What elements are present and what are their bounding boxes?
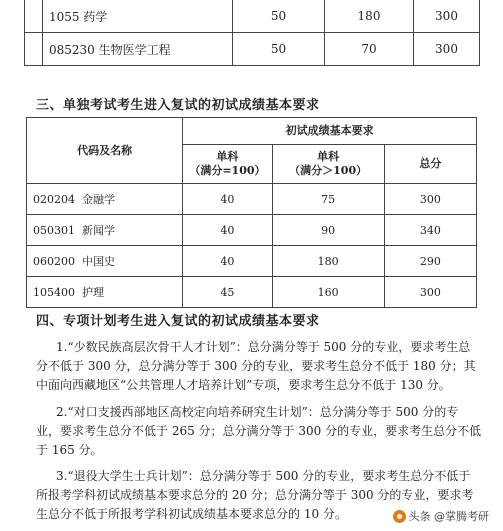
table-cell-single-2: 180 — [272, 246, 384, 277]
table-cell-single-1: 50 — [233, 0, 325, 33]
table-cell-name: 105400 护理 — [27, 277, 183, 308]
header-single-over-100: 单科 （满分＞100） — [272, 145, 384, 184]
toutiao-logo-icon — [393, 510, 406, 523]
table-cell-name: 1055 药学 — [43, 0, 233, 33]
paragraph-text: 3.“退役大学生士兵计划”：总分满分等于 500 分的专业，要求考生总分不低于所报考学科初试成绩基本要求总分的 20 分；总分满分等于 300 分的专业，要求考生总分不低于所报考学科初试成绩基本要求总分的 10 分。 — [36, 469, 474, 521]
table-row — [27, 215, 477, 246]
table-cell-single-2: 180 — [325, 0, 414, 33]
table-cell-single-2: 75 — [272, 184, 384, 215]
paragraph — [36, 403, 482, 460]
table-cell-total: 300 — [384, 184, 476, 215]
table-cell-single-2: 90 — [272, 215, 384, 246]
table-cell-single-1: 40 — [183, 246, 272, 277]
table-cell-single-1: 40 — [183, 215, 272, 246]
table-cell-blank — [25, 33, 43, 66]
table-cell-name: 085230 生物医学工程 — [43, 33, 233, 66]
table-cell-name: 020204 金融学 — [27, 184, 183, 215]
table-row — [25, 33, 480, 66]
header-score-group: 初试成绩基本要求 — [183, 118, 477, 145]
continuation-table — [24, 0, 480, 66]
table-cell-single-2: 160 — [272, 277, 384, 308]
table-cell-single-1: 40 — [183, 184, 272, 215]
paragraph — [36, 338, 482, 395]
paragraph-text: 1.“少数民族高层次骨干人才计划”：总分满分等于 500 分的专业，要求考生总分不低于 300 分，总分满分等于 300 分的专业，要求考生总分不低于 180 分；其中面向西藏地区“公共管理人才培养计划”专项，要求考生总分不低于 130 分。 — [36, 340, 476, 392]
paragraph-text: 2.“对口支援西部地区高校定向培养研究生计划”：总分满分等于 500 分的专业，要求考生总分不低于 265 分；总分满分等于 300 分的专业，要求考生总分不低于 165 分。 — [36, 405, 482, 457]
table-cell-total: 300 — [384, 277, 476, 308]
table-cell-single-1: 45 — [183, 277, 272, 308]
section-3-heading: 三、单独考试考生进入复试的初试成绩基本要求 — [36, 98, 320, 113]
table-cell-total: 300 — [414, 33, 480, 66]
table-row — [27, 246, 477, 277]
watermark-text: 头条 @掌腾考研 — [408, 510, 489, 523]
table-cell-total: 290 — [384, 246, 476, 277]
table-row — [25, 0, 480, 33]
source-watermark — [391, 506, 494, 526]
table-header-row — [27, 118, 477, 145]
header-single-100: 单科 （满分=100） — [183, 145, 272, 184]
section-4-heading: 四、专项计划考生进入复试的初试成绩基本要求 — [36, 314, 320, 329]
table-cell-single-1: 50 — [233, 33, 325, 66]
score-requirements-table — [26, 117, 477, 308]
table-cell-total: 300 — [414, 0, 480, 33]
table-cell-single-2: 70 — [325, 33, 414, 66]
header-total: 总分 — [384, 145, 476, 184]
header-code-name: 代码及名称 — [27, 118, 183, 184]
table-cell-name: 050301 新闻学 — [27, 215, 183, 246]
table-cell-blank — [25, 0, 43, 33]
table-cell-total: 340 — [384, 215, 476, 246]
table-cell-name: 060200 中国史 — [27, 246, 183, 277]
table-row — [27, 277, 477, 308]
table-row — [27, 184, 477, 215]
